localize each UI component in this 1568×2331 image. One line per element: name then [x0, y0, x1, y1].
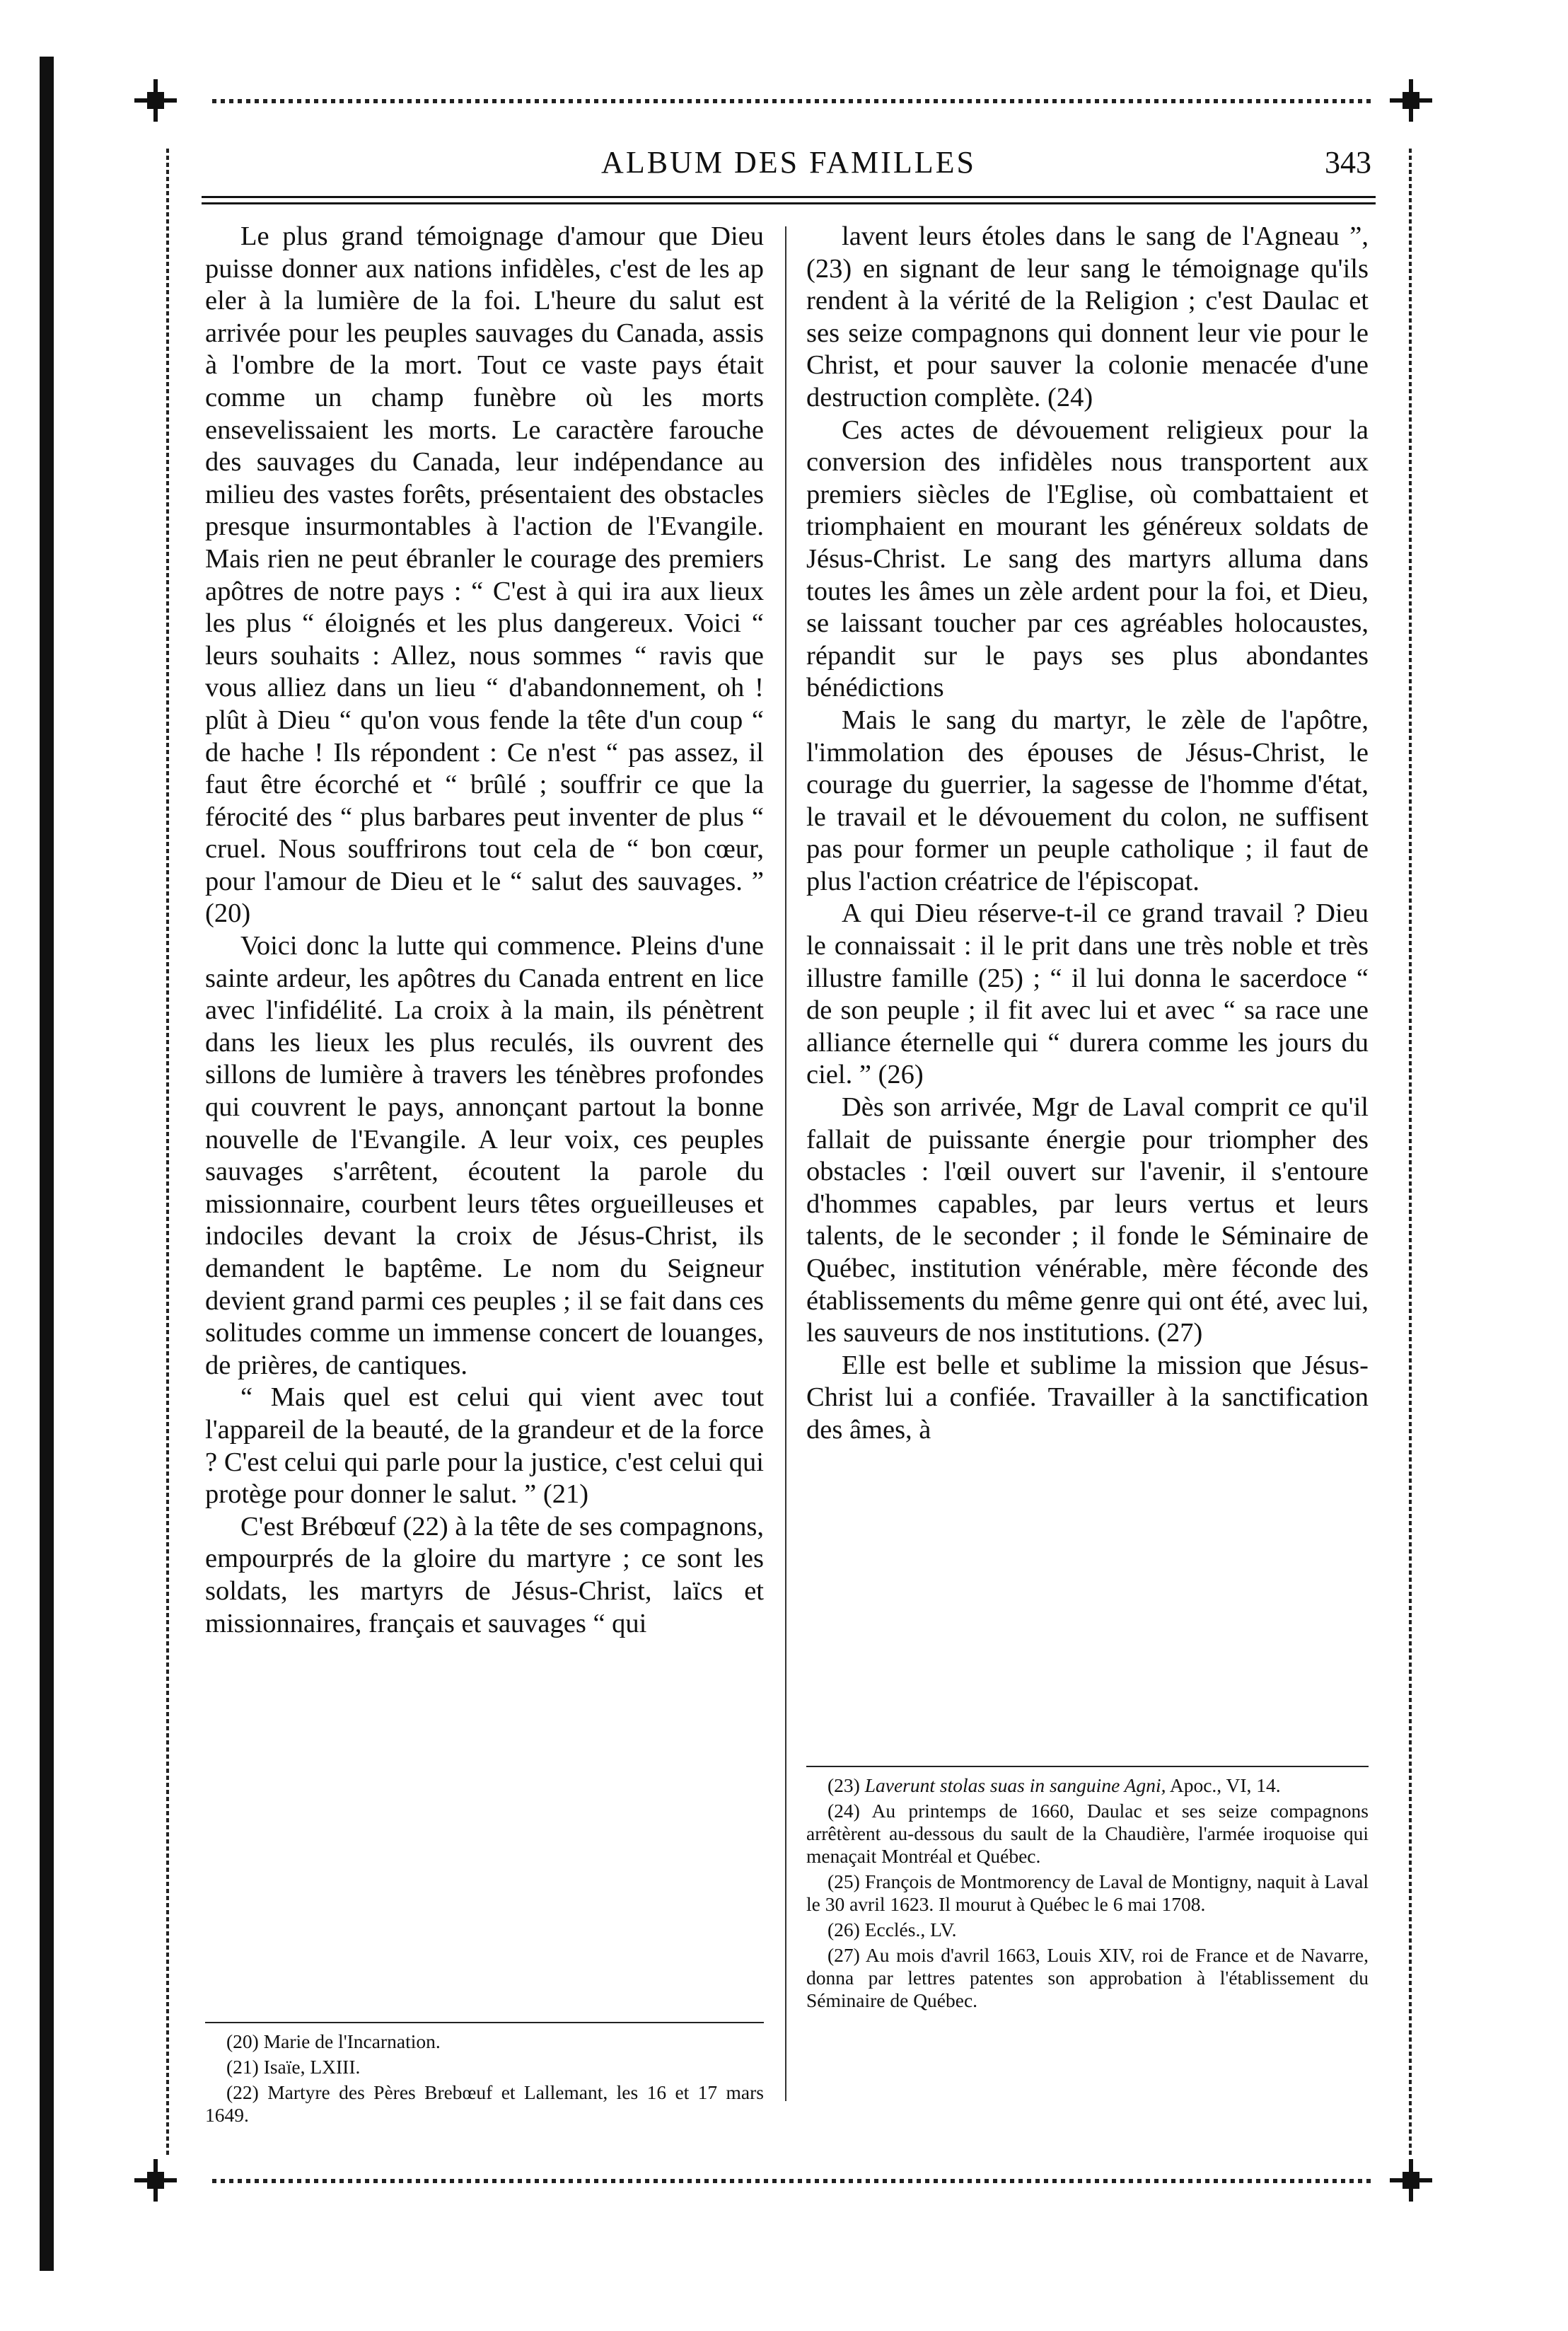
footnote: (21) Isaïe, LXIII. [226, 2056, 361, 2078]
corner-ornament-top-right [1390, 79, 1432, 122]
column-divider [785, 226, 786, 2101]
header-rule-top [202, 196, 1376, 198]
footnote-citation: Apoc., VI, 14. [1166, 1774, 1281, 1796]
corner-ornament-top-left [134, 79, 177, 122]
footnote-latin-quote: Laverunt stolas suas in sanguine Agni, [864, 1774, 1166, 1796]
left-column [205, 221, 764, 1640]
frame-top-rule [212, 99, 1372, 103]
footnote-rule-left [205, 2022, 764, 2023]
paragraph: C'est Brébœuf (22) à la tête de ses compagnons, empourprés de la gloire du martyre ; ce sont les soldats, les martyrs de Jésus-Christ, laïcs et missionnaires, français et sauvages “ qui [205, 1511, 764, 1638]
footnote: (22) Martyre des Pères Brebœuf et Lallemant, les 16 et 17 mars 1649. [205, 2081, 764, 2126]
page-number: 343 [1325, 145, 1371, 180]
paragraph: A qui Dieu réserve-t-il ce grand travail ? Dieu le connaissait : il le prit dans une très noble et très illustre famille (25) ; “ il lui donna le sacerdoce “ de son peuple ; il fit avec lui et avec “ sa race une alliance éternelle qui “ durera comme les jours du ciel. ” (26) [806, 898, 1369, 1090]
frame-left-bar [40, 57, 54, 2271]
footnote [806, 1774, 1369, 1797]
paragraph: Dès son arrivée, Mgr de Laval comprit ce qu'il fallait de puissante énergie pour triompher des obstacles : l'œil ouvert sur l'avenir, il s'entoure d'hommes capables, par leurs vertus et leurs talents, de le seconder ; il fonde le Séminaire de Québec, institution vénérable, mère féconde des établissements du même genre qui ont été, avec lui, les sauveurs de nos institutions. (27) [806, 1092, 1369, 1348]
footnotes-right [806, 1774, 1369, 2015]
footnote: (27) Au mois d'avril 1663, Louis XIV, roi de France et de Navarre, donna par lettres patentes son approbation à l'établissement du Séminaire de Québec. [806, 1944, 1369, 2011]
footnotes-left [205, 2030, 764, 2129]
footnote-number: (23) [827, 1774, 860, 1796]
paragraph: “ Mais quel est celui qui vient avec tout l'appareil de la beauté, de la grandeur et de la force ? C'est celui qui parle pour la justice, c'est celui qui protège pour donner le salut. ” (21) [205, 1382, 764, 1510]
running-head [202, 141, 1376, 184]
paragraph: Elle est belle et sublime la mission que Jésus-Christ lui a confiée. Travailler à la sanctification des âmes, à [806, 1350, 1369, 1445]
paragraph: Ces actes de dévouement religieux pour la conversion des infidèles nous transportent aux premiers siècles de l'Eglise, où combattaient et triomphaient en mourant les généreux soldats de Jésus-Christ. Le sang des martyrs alluma dans toutes les âmes un zèle ardent pour la foi, et Dieu, se laissant toucher par ces agréables holocaustes, répandit sur le pays ses plus abondantes bénédictions [806, 415, 1369, 703]
footnote: (24) Au printemps de 1660, Daulac et ses seize compagnons arrêtèrent au-dessous du sault de la Chaudière, l'armée iroquoise qui menaçait Montréal et Québec. [806, 1800, 1369, 1867]
journal-title: ALBUM DES FAMILLES [601, 145, 976, 180]
paragraph: Le plus grand témoignage d'amour que Dieu puisse donner aux nations infidèles, c'est de les ap eler à la lumière de la foi. L'heure du salut est arrivée pour les peuples sauvages du Canada, assis à l'ombre de la mort. Tout ce vaste pays était comme un champ funèbre où les morts ensevelissaient les morts. Le caractère farouche des sauvages du Canada, leur indépendance au milieu des vastes forêts, présentaient des obstacles presque insurmontables à l'action de l'Evangile. Mais rien ne peut ébranler le courage des premiers apôtres de notre pays : “ C'est à qui ira aux lieux les plus “ éloignés et les plus dangereux. Voici “ leurs souhaits : Allez, nous sommes “ ravis que vous alliez dans un lieu “ d'abandonnement, oh ! plût à Dieu “ qu'on vous fende la tête d'un coup “ de hache ! Ils répondent : Ce n'est “ pas assez, il faut être écorché et “ brûlé ; souffrir ce que la férocité des “ plus barbares peut inventer de plus “ cruel. Nous souffrirons tout cela de “ bon cœur, pour l'amour de Dieu et le “ salut des sauvages. ” (20) [205, 221, 764, 929]
frame-right-rule [1409, 149, 1412, 2158]
right-column [806, 221, 1369, 1447]
footnote: (25) François de Montmorency de Laval de Montigny, naquit à Laval le 30 avril 1623. Il mourut à Québec le 6 mai 1708. [806, 1870, 1369, 1915]
frame-bottom-rule [212, 2179, 1372, 2183]
paragraph: Mais le sang du martyr, le zèle de l'apôtre, l'immolation des épouses de Jésus-Christ, le courage du guerrier, la sagesse de l'homme d'état, le travail et le dévouement du colon, ne suffisent pas pour former un peuple catholique ; il faut de plus l'action créatrice de l'épiscopat. [806, 705, 1369, 896]
footnote: (20) Marie de l'Incarnation. [226, 2030, 441, 2052]
footnote: (26) Ecclés., LV. [827, 1919, 957, 1940]
footnote-rule-right [806, 1766, 1369, 1767]
corner-ornament-bottom-left [134, 2159, 177, 2202]
header-rule-bottom [202, 202, 1376, 204]
paragraph: lavent leurs étoles dans le sang de l'Agneau ”, (23) en signant de leur sang le témoignage qu'ils rendent à la vérité de la Religion ; c'est Daulac et ses seize compagnons qui donnent leur vie pour le Christ, et pour sauver la colonie menacée d'une destruction complète. (24) [806, 221, 1369, 412]
frame-left-rule [166, 149, 169, 2158]
corner-ornament-bottom-right [1390, 2159, 1432, 2202]
paragraph: Voici donc la lutte qui commence. Pleins d'une sainte ardeur, les apôtres du Canada entrent en lice avec l'infidélité. La croix à la main, ils pénètrent dans les lieux les plus reculés, ils ouvrent des sillons de lumière à travers les ténèbres profondes qui couvrent le pays, annonçant partout la bonne nouvelle de l'Evangile. A leur voix, ces peuples sauvages s'arrêtent, écoutent la parole du missionnaire, courbent leurs têtes orgueilleuses et indociles devant la croix de Jésus-Christ, ils demandent le baptême. Le nom du Seigneur devient grand parmi ces peuples ; il se fait dans ces solitudes comme un immense concert de louanges, de prières, de cantiques. [205, 931, 764, 1380]
